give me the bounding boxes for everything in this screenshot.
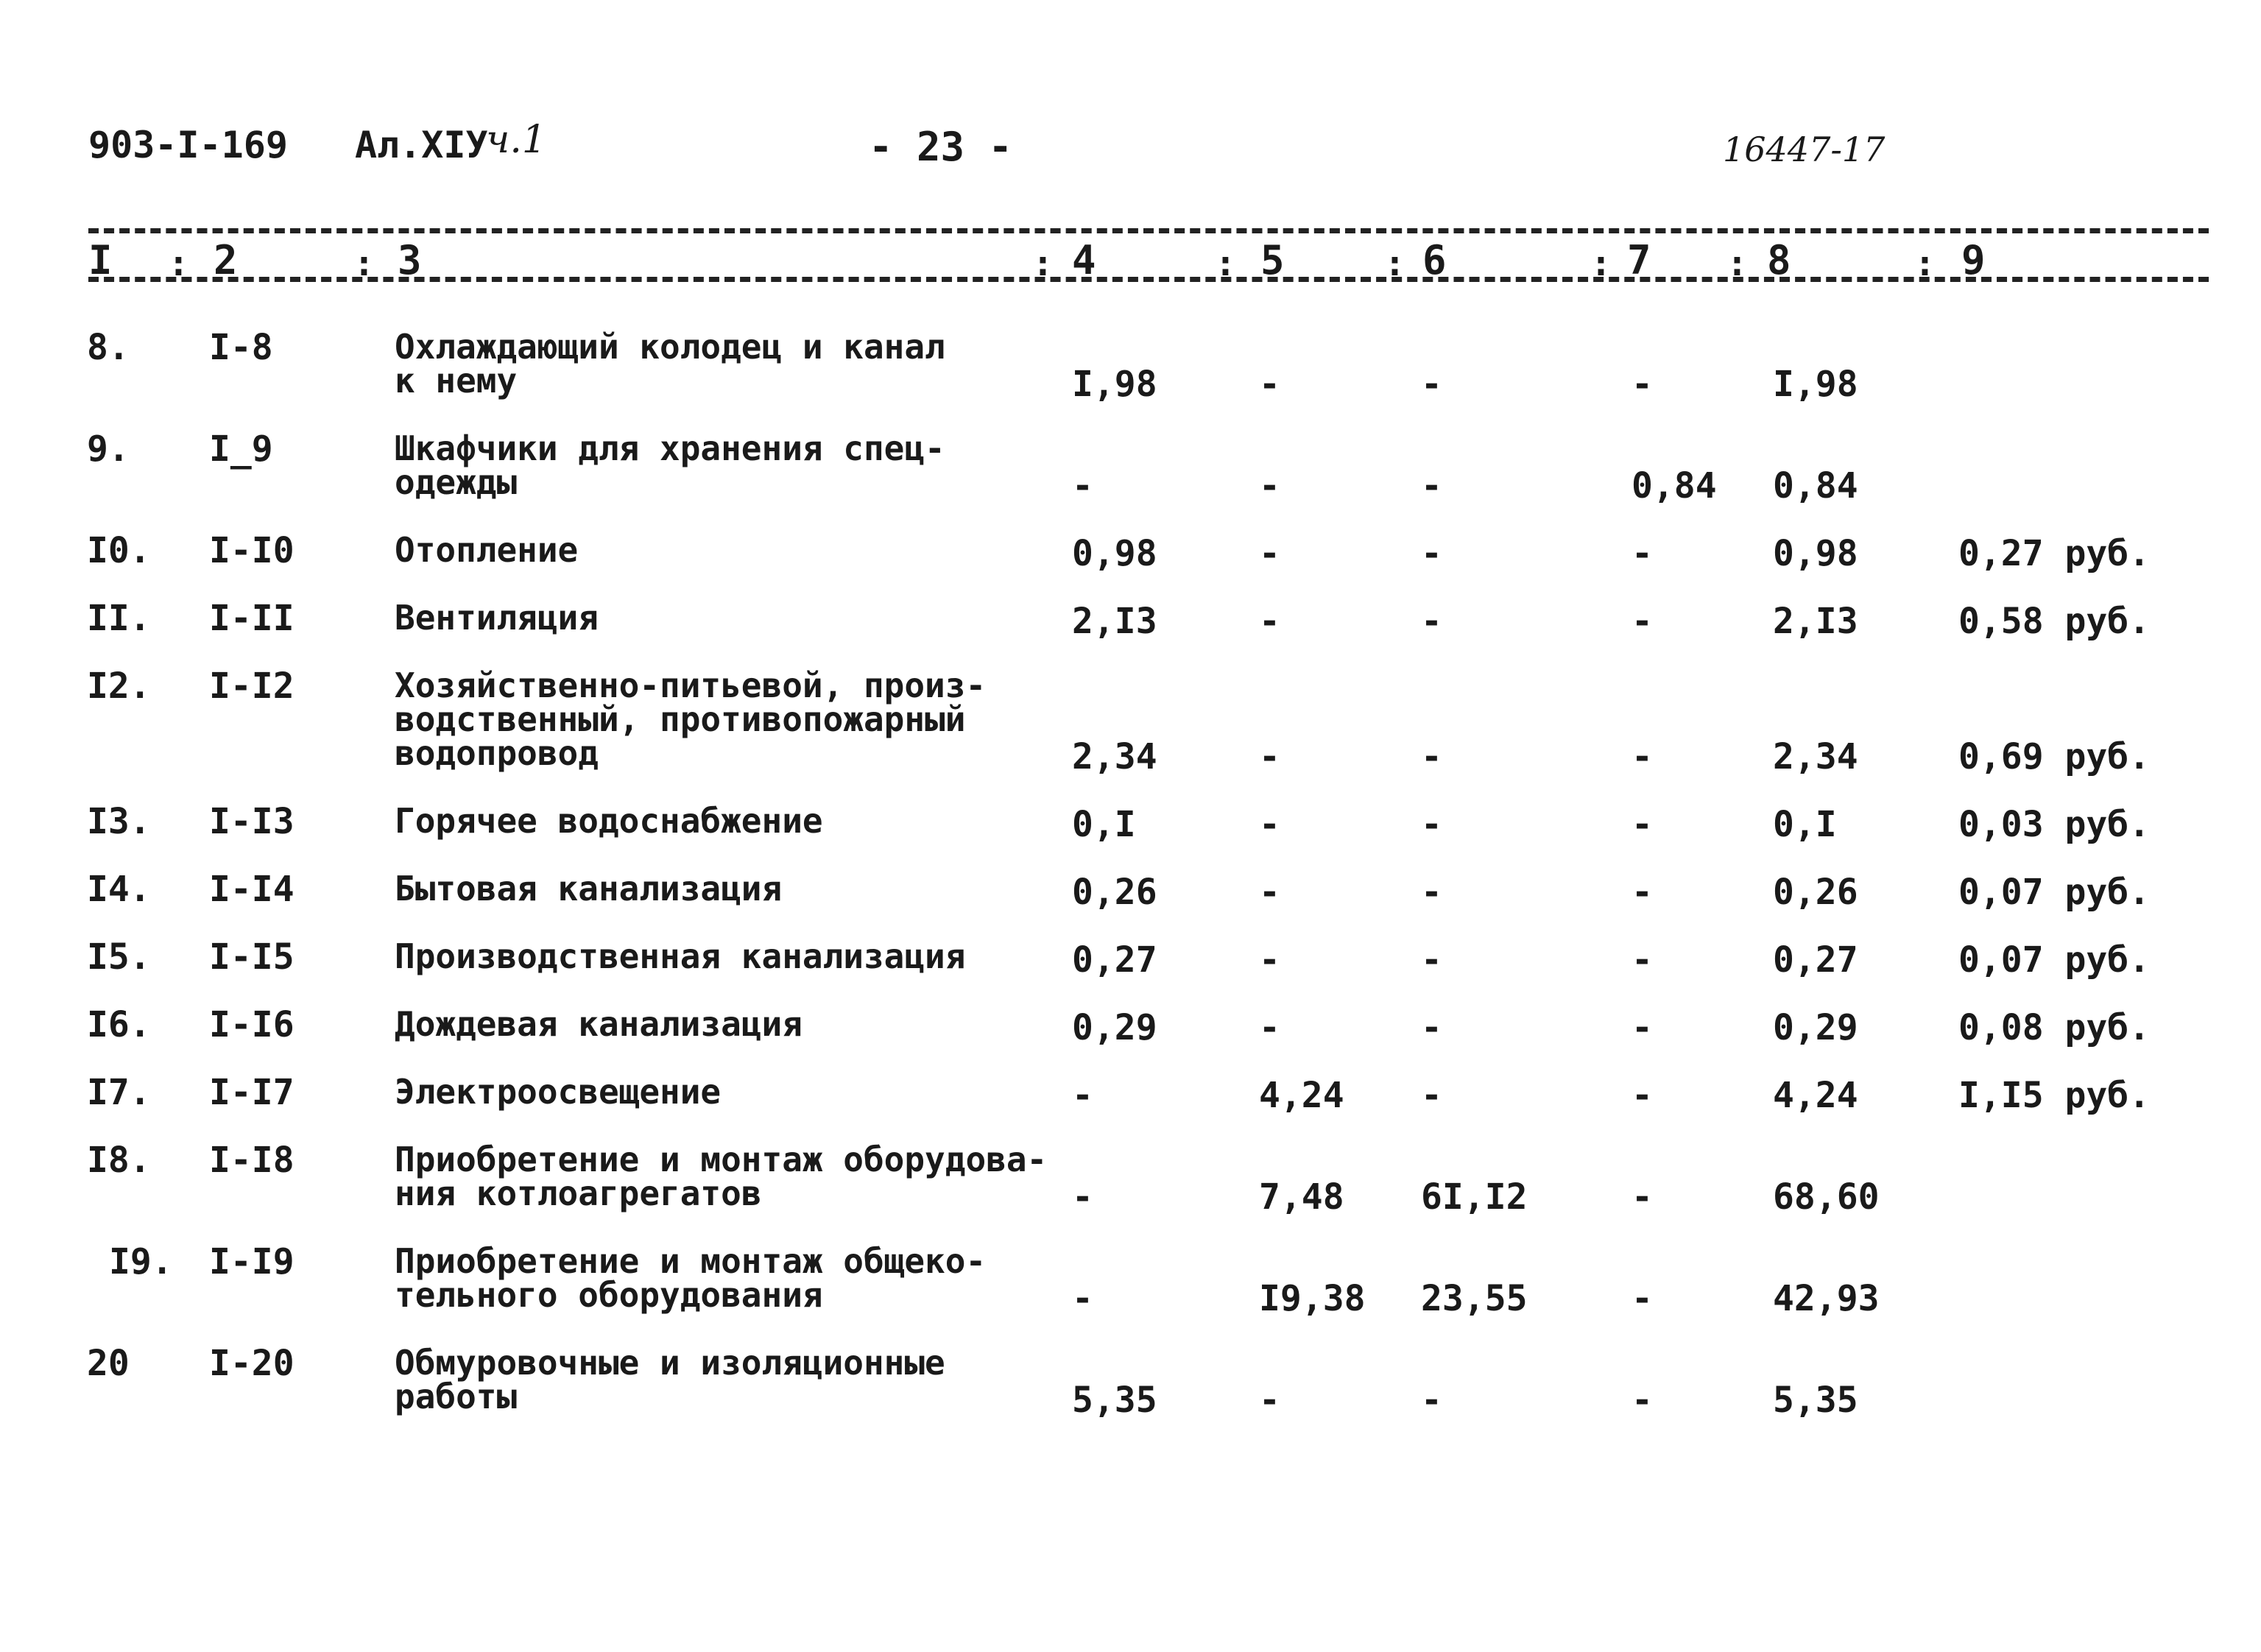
value-col5: - <box>1259 1380 1280 1421</box>
value-col5: - <box>1259 939 1280 981</box>
item-description <box>395 1072 1057 1112</box>
value-col9: 0,08 руб. <box>1958 1007 2151 1048</box>
value-col4: - <box>1072 465 1093 506</box>
value-col8: 5,35 <box>1773 1380 1858 1421</box>
column-separator: : <box>1384 243 1405 284</box>
value-col8: 2,34 <box>1773 736 1858 777</box>
description-line: Охлаждающий колодец и канал <box>395 327 945 367</box>
description-line: Шкафчики для хранения спец- <box>395 428 945 468</box>
item-code: I-I2 <box>209 666 294 707</box>
description-line: водопровод <box>395 733 599 773</box>
value-col8: 0,26 <box>1773 872 1858 913</box>
column-number: I <box>88 237 113 283</box>
row-number: I3. <box>87 801 151 842</box>
column-number: 5 <box>1260 237 1285 283</box>
value-col4: 2,I3 <box>1072 601 1157 642</box>
album-number: Ал.XIУ <box>355 124 488 166</box>
value-col4: - <box>1072 1278 1093 1319</box>
item-code: I-I0 <box>209 530 294 571</box>
value-col4: 0,98 <box>1072 533 1157 574</box>
item-code: I_9 <box>209 428 273 470</box>
value-col4: 0,27 <box>1072 939 1157 981</box>
value-col9: I,I5 руб. <box>1958 1075 2151 1116</box>
row-number: 20 <box>87 1343 130 1384</box>
value-col9: 0,07 руб. <box>1958 939 2151 981</box>
row-number: I6. <box>87 1004 151 1045</box>
row-number: I5. <box>87 936 151 978</box>
value-col8: 0,98 <box>1773 533 1858 574</box>
item-description <box>395 530 1057 570</box>
row-number: I0. <box>87 530 151 571</box>
description-line: Электроосвещение <box>395 1072 722 1112</box>
column-separator: : <box>1215 243 1236 284</box>
column-number: 3 <box>398 237 422 283</box>
value-col5: - <box>1259 736 1280 777</box>
item-description <box>395 936 1057 976</box>
value-col8: 42,93 <box>1773 1278 1880 1319</box>
value-col8: I,98 <box>1773 364 1858 405</box>
value-col9: 0,27 руб. <box>1958 533 2151 574</box>
row-number: I7. <box>87 1072 151 1113</box>
value-col6: - <box>1421 601 1442 642</box>
value-col9: 0,07 руб. <box>1958 872 2151 913</box>
item-code: I-I5 <box>209 936 294 978</box>
column-number: 4 <box>1072 237 1096 283</box>
value-col6: - <box>1421 872 1442 913</box>
value-col7: - <box>1632 804 1653 845</box>
description-line: Приобретение и монтаж общеко- <box>395 1241 987 1281</box>
value-col7: - <box>1632 1075 1653 1116</box>
column-separator: : <box>1726 243 1748 284</box>
description-line: Обмуровочные и изоляционные <box>395 1343 945 1383</box>
value-col4: 0,26 <box>1072 872 1157 913</box>
value-col8: 0,29 <box>1773 1007 1858 1048</box>
value-col5: - <box>1259 601 1280 642</box>
value-col5: 7,48 <box>1259 1176 1344 1218</box>
item-code: I-8 <box>209 327 273 368</box>
item-code: I-II <box>209 598 294 639</box>
value-col8: 0,27 <box>1773 939 1858 981</box>
description-line: к нему <box>395 361 518 400</box>
value-col5: - <box>1259 804 1280 845</box>
column-number: 7 <box>1627 237 1651 283</box>
description-line: одежды <box>395 462 518 502</box>
item-description <box>395 1004 1057 1044</box>
item-description <box>395 666 1057 773</box>
value-col4: - <box>1072 1075 1093 1116</box>
value-col6: - <box>1421 364 1442 405</box>
item-description <box>395 1140 1057 1213</box>
column-separator: : <box>353 243 375 284</box>
item-code: I-I8 <box>209 1140 294 1181</box>
item-description <box>395 801 1057 841</box>
description-line: тельного оборудования <box>395 1275 823 1315</box>
column-number: 8 <box>1767 237 1791 283</box>
column-number: 2 <box>214 237 238 283</box>
value-col4: - <box>1072 1176 1093 1218</box>
value-col5: I9,38 <box>1259 1278 1366 1319</box>
value-col4: 0,I <box>1072 804 1136 845</box>
value-col4: 2,34 <box>1072 736 1157 777</box>
description-line: Бытовая канализация <box>395 869 783 908</box>
document-code: 903-I-169 <box>88 124 288 166</box>
value-col5: - <box>1259 533 1280 574</box>
value-col7: - <box>1632 736 1653 777</box>
description-line: Вентиляция <box>395 598 599 638</box>
description-line: Дождевая канализация <box>395 1004 803 1044</box>
value-col7: - <box>1632 364 1653 405</box>
value-col7: - <box>1632 533 1653 574</box>
row-number: I4. <box>87 869 151 910</box>
value-col6: - <box>1421 736 1442 777</box>
item-code: I-I6 <box>209 1004 294 1045</box>
value-col8: 0,84 <box>1773 465 1858 506</box>
table-header-rule <box>88 277 2209 282</box>
value-col9: 0,03 руб. <box>1958 804 2151 845</box>
description-line: водственный, противопожарный <box>395 699 966 739</box>
description-line: ния котлоагрегатов <box>395 1173 762 1213</box>
item-code: I-I7 <box>209 1072 294 1113</box>
column-separator: : <box>168 243 189 284</box>
column-number: 9 <box>1961 237 1986 283</box>
description-line: Горячее водоснабжение <box>395 801 823 841</box>
description-line: Хозяйственно-питьевой, произ- <box>395 666 987 705</box>
table-top-rule <box>88 228 2209 233</box>
row-number: I9. <box>109 1241 173 1282</box>
item-code: I-I4 <box>209 869 294 910</box>
value-col7: - <box>1632 1380 1653 1421</box>
value-col8: 0,I <box>1773 804 1837 845</box>
description-line: Отопление <box>395 530 579 570</box>
value-col5: 4,24 <box>1259 1075 1344 1116</box>
value-col7: - <box>1632 1278 1653 1319</box>
value-col8: 68,60 <box>1773 1176 1880 1218</box>
value-col6: - <box>1421 1007 1442 1048</box>
value-col6: 23,55 <box>1421 1278 1528 1319</box>
value-col7: 0,84 <box>1632 465 1717 506</box>
value-col6: - <box>1421 939 1442 981</box>
value-col5: - <box>1259 364 1280 405</box>
value-col9: 0,69 руб. <box>1958 736 2151 777</box>
value-col7: - <box>1632 1176 1653 1218</box>
row-number: I2. <box>87 666 151 707</box>
row-number: 9. <box>87 428 130 470</box>
value-col9: 0,58 руб. <box>1958 601 2151 642</box>
value-col6: - <box>1421 465 1442 506</box>
value-col6: - <box>1421 533 1442 574</box>
value-col6: - <box>1421 804 1442 845</box>
value-col5: - <box>1259 872 1280 913</box>
value-col4: I,98 <box>1072 364 1157 405</box>
value-col7: - <box>1632 1007 1653 1048</box>
column-separator: : <box>1032 243 1054 284</box>
item-code: I-I9 <box>209 1241 294 1282</box>
value-col7: - <box>1632 939 1653 981</box>
value-col6: 6I,I2 <box>1421 1176 1528 1218</box>
value-col5: - <box>1259 1007 1280 1048</box>
column-separator: : <box>1590 243 1612 284</box>
row-number: 8. <box>87 327 130 368</box>
value-col5: - <box>1259 465 1280 506</box>
archive-number: 16447-17 <box>1723 130 1886 169</box>
album-part: ч.1 <box>486 118 546 162</box>
value-col6: - <box>1421 1075 1442 1116</box>
value-col7: - <box>1632 601 1653 642</box>
value-col4: 0,29 <box>1072 1007 1157 1048</box>
value-col7: - <box>1632 872 1653 913</box>
row-number: II. <box>87 598 151 639</box>
description-line: Приобретение и монтаж оборудова- <box>395 1140 1048 1179</box>
value-col6: - <box>1421 1380 1442 1421</box>
item-description <box>395 1343 1057 1416</box>
value-col8: 2,I3 <box>1773 601 1858 642</box>
row-number: I8. <box>87 1140 151 1181</box>
column-separator: : <box>1914 243 1936 284</box>
description-line: Производственная канализация <box>395 936 966 976</box>
value-col8: 4,24 <box>1773 1075 1858 1116</box>
description-line: работы <box>395 1377 518 1416</box>
item-description <box>395 598 1057 638</box>
item-code: I-20 <box>209 1343 294 1384</box>
item-description <box>395 428 1057 502</box>
page-number: - 23 - <box>869 124 1013 170</box>
item-description <box>395 327 1057 400</box>
item-description <box>395 869 1057 908</box>
item-code: I-I3 <box>209 801 294 842</box>
column-number: 6 <box>1422 237 1447 283</box>
item-description <box>395 1241 1057 1315</box>
value-col4: 5,35 <box>1072 1380 1157 1421</box>
